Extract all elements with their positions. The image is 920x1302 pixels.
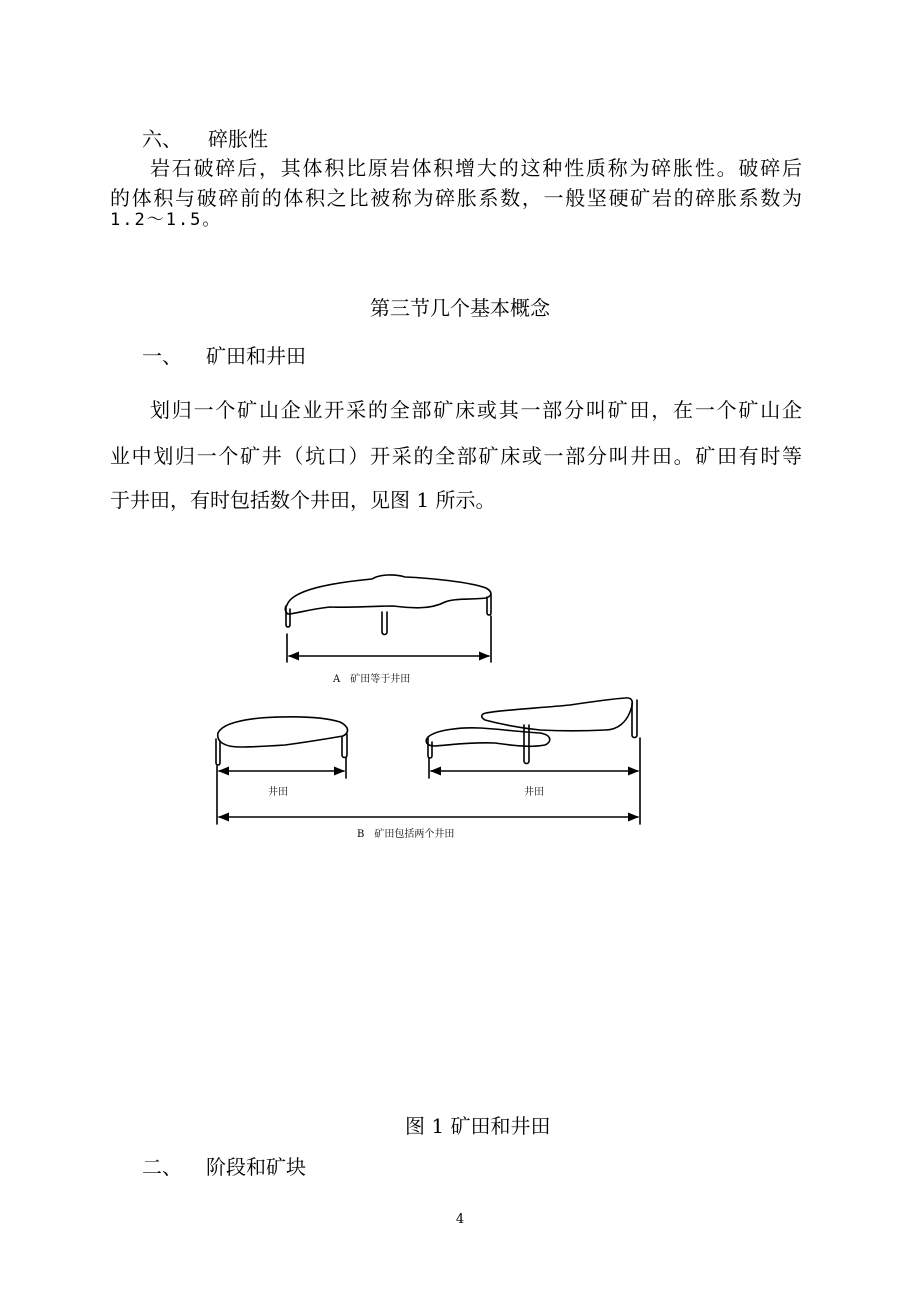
page-number: 4 <box>455 1212 465 1227</box>
shaft-b-right-1 <box>428 738 432 758</box>
section-1-number: 一、 <box>142 344 182 368</box>
well-field-label-right: 井田 <box>524 787 544 798</box>
figure-caption-a: A 矿田等于井田 <box>333 674 411 685</box>
section-6-number: 六、 <box>142 127 182 151</box>
ore-body-b-left <box>218 717 348 747</box>
chapter-title: 第三节几个基本概念 <box>370 296 550 320</box>
ore-body-a <box>285 575 491 614</box>
figure-title: 图 1 矿田和井田 <box>405 1114 551 1138</box>
section-1-title: 矿田和井田 <box>206 344 306 368</box>
section-6-title: 碎胀性 <box>208 127 268 151</box>
section-6-line-2: 的体积与破碎前的体积之比被称为碎胀系数，一般坚硬矿岩的碎胀系数为 <box>110 186 802 210</box>
ore-body-b-right-upper <box>482 698 633 731</box>
ore-body-b-right-lower <box>426 728 550 746</box>
section-6-line-1: 岩石破碎后，其体积比原岩体积增大的这种性质称为碎胀性。破碎后 <box>150 156 802 180</box>
section-6-line-3: 1.2～1.5。 <box>110 210 222 230</box>
section-1-line-2: 业中划归一个矿井（坑口）开采的全部矿床或一部分叫井田。矿田有时等 <box>110 444 802 468</box>
section-2-title: 阶段和矿块 <box>206 1155 306 1179</box>
section-1-line-1: 划归一个矿山企业开采的全部矿床或其一部分叫矿田，在一个矿山企 <box>150 398 802 422</box>
shaft-b-right-3 <box>632 700 637 738</box>
shaft-b-right-2 <box>524 725 529 764</box>
shaft-b-left-1 <box>216 739 220 765</box>
shaft-b-left-2 <box>342 734 347 758</box>
shaft-a-left <box>286 606 290 627</box>
shaft-a-middle <box>382 612 387 635</box>
section-2-number: 二、 <box>142 1155 182 1179</box>
figure-caption-b: B 矿田包括两个井田 <box>357 829 455 840</box>
well-field-label-left: 井田 <box>268 787 288 798</box>
section-1-line-3: 于井田，有时包括数个井田，见图 1 所示。 <box>110 488 496 512</box>
